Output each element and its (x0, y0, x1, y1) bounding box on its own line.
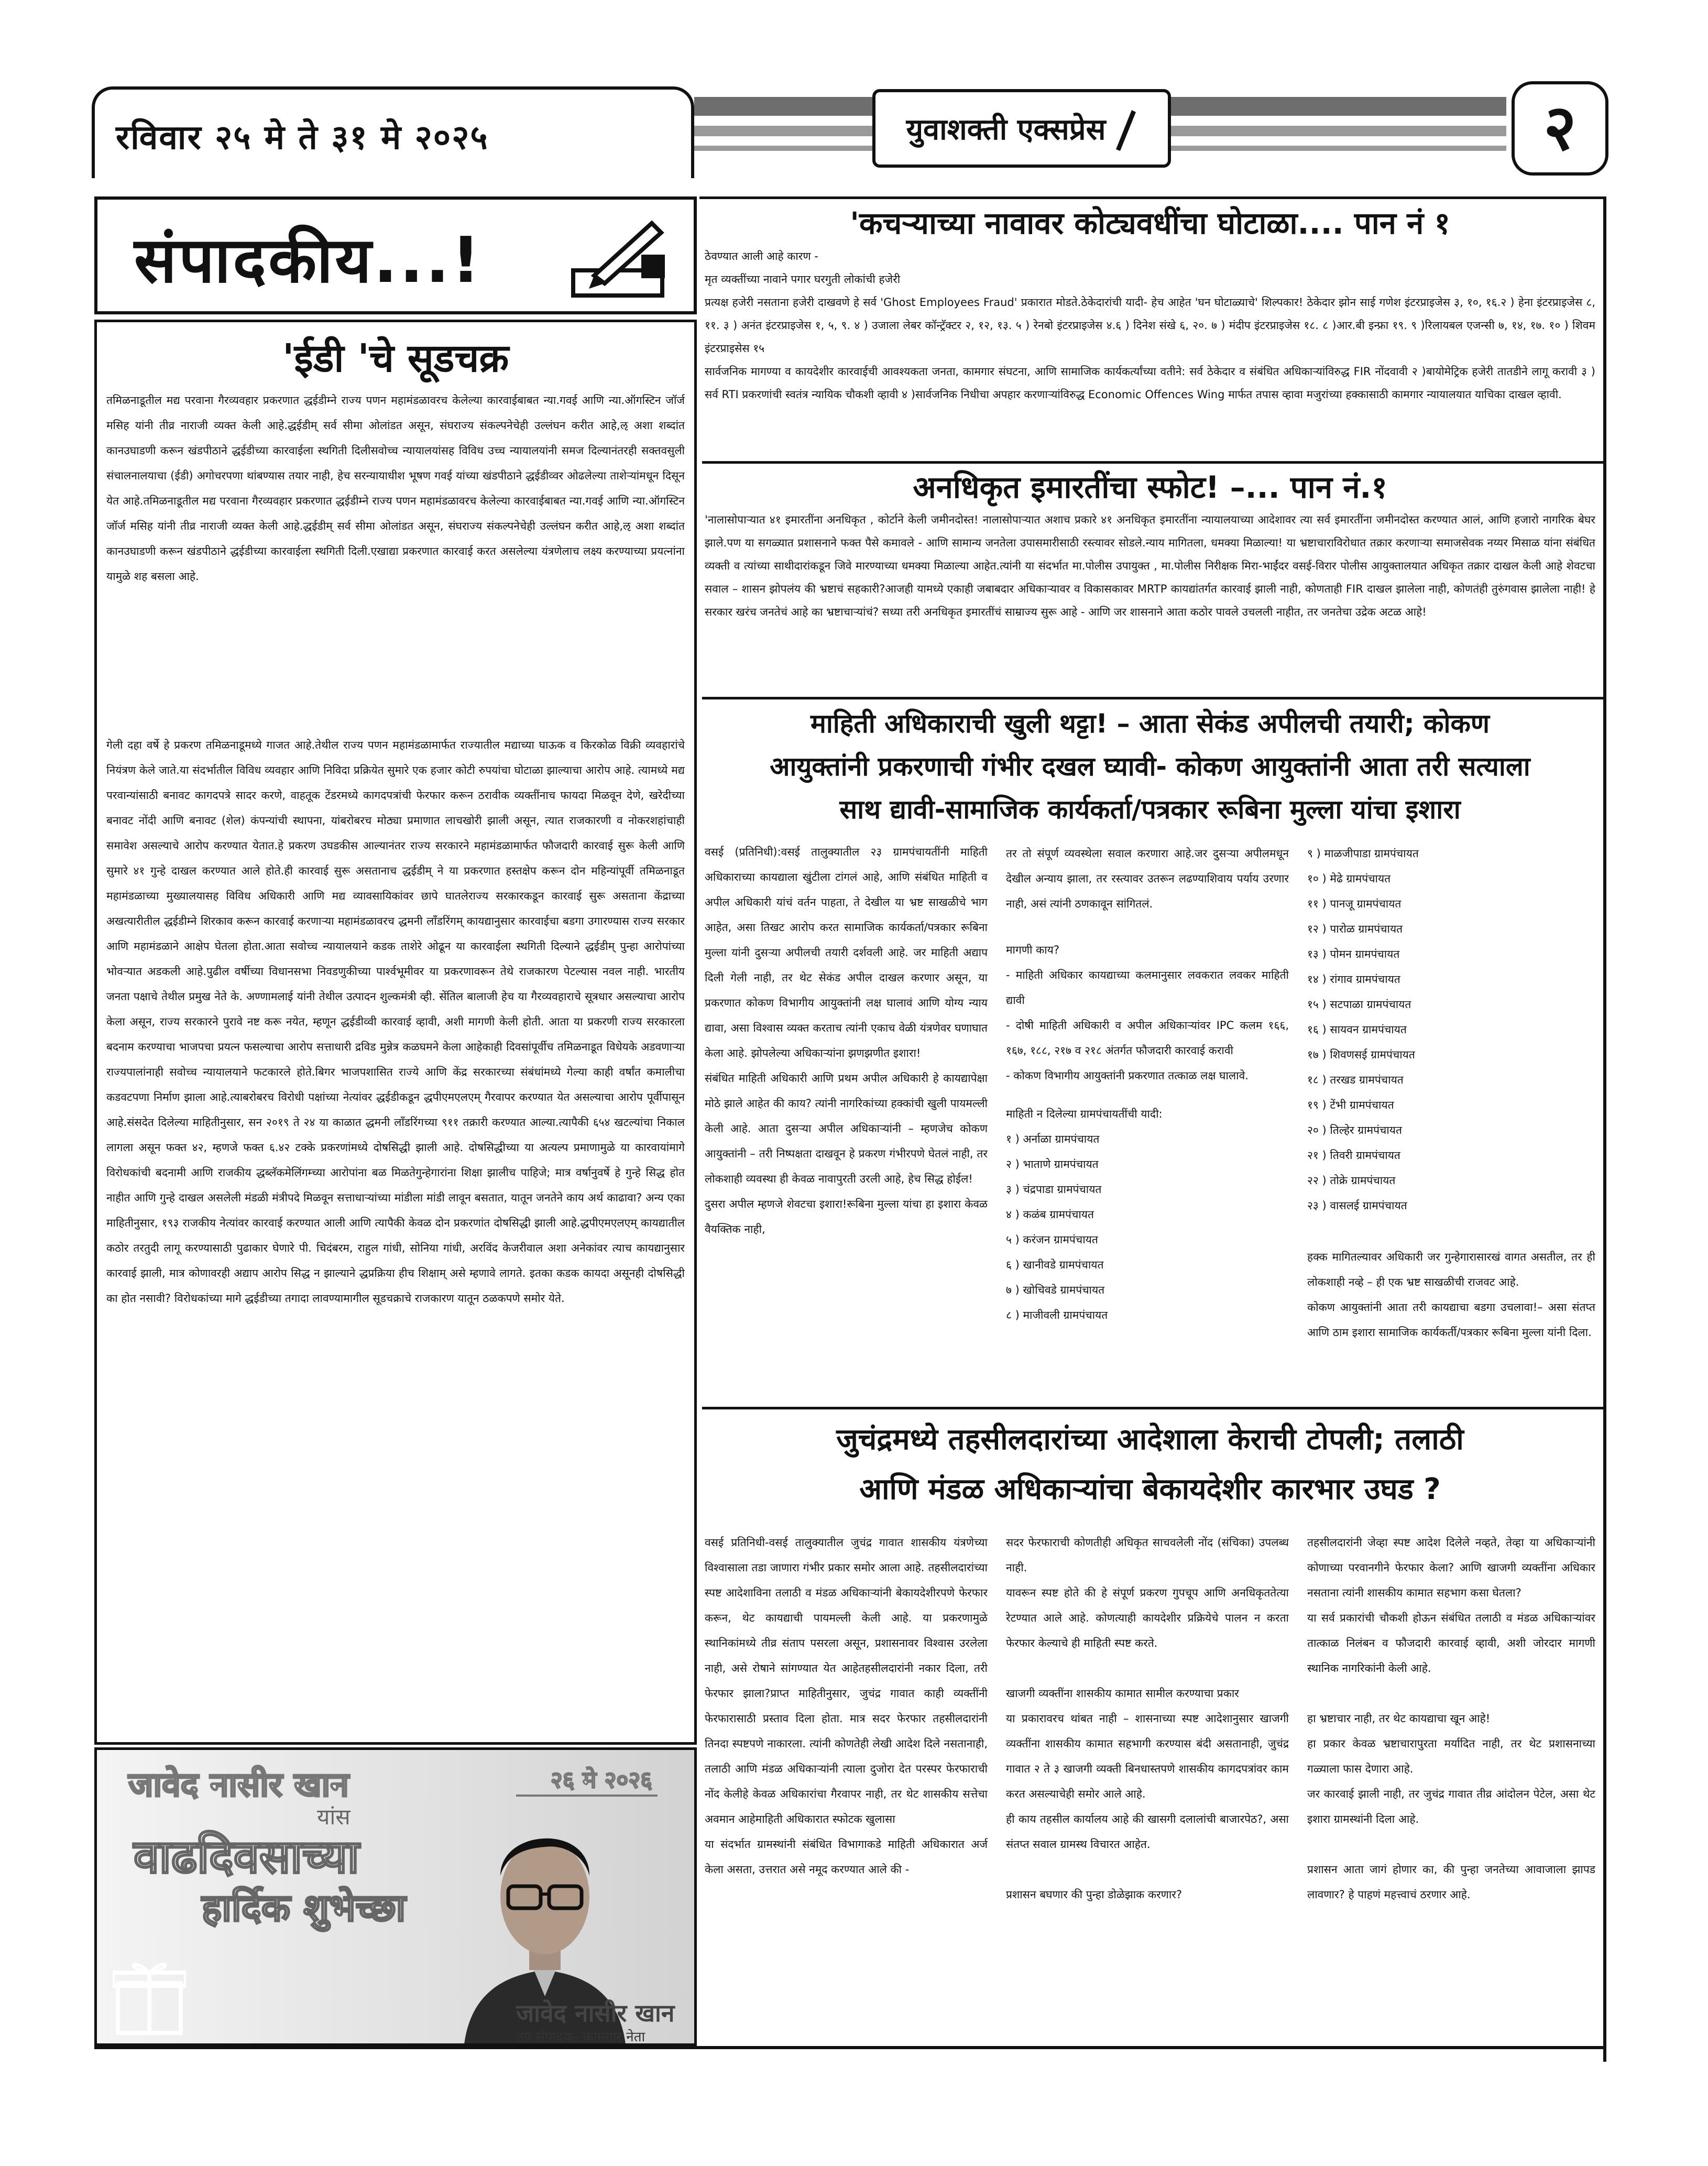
brand-logo (872, 89, 1171, 168)
gp-list-item: ८ ) माजीवली ग्रामपंचायत (1006, 1309, 1108, 1321)
editorial-headline: 'ईडी 'चे सूडचक्र (282, 336, 509, 381)
story4-headline-line-1: जुचंद्रमध्ये तहसीलदारांच्या आदेशाला केराची टोपली; तलाठी (836, 1423, 1464, 1457)
right-frame-right-rule (1603, 196, 1606, 2062)
gp-list-item: ११ ) पानजू ग्रामपंचायत (1307, 898, 1402, 910)
story3-demands-heading: मागणी काय? (1006, 944, 1060, 956)
ad-yans: यांस (317, 1804, 351, 1830)
editorial-article (94, 320, 697, 1745)
story-illegal-buildings (705, 466, 1595, 697)
story3-col-2 (1006, 841, 1289, 1407)
story3-col-3 (1307, 841, 1595, 1407)
story3-col-2-intro: तर तो संपूर्ण व्यवस्थेला सवाल करणारा आहे.जर दुसऱ्या अपीलमधून देखील अन्याय झाला, तर रस्त्यावर उतरून लढण्याशिवाय पर्याय उरणार नाही, असं त्यांनी ठणकावून सांगितलं. (1006, 847, 1289, 910)
page-number: २ (1543, 92, 1576, 165)
gp-list-item: १९ ) टेंभी ग्रामपंचायत (1307, 1099, 1394, 1111)
editorial-para-2: गेली दहा वर्षे हे प्रकरण तमिळनाडूमध्ये गाजत आहे.तेथील राज्य पणन महामंडळामार्फत राज्यातील मद्याच्या घाऊक व किरकोळ विक्री व्यवहारांचे नियंत्रण केले जाते.या संदर्भातील विविध व्यवहार आणि निविदा प्रक्रियेत सुमारे एक हजार कोटी रुपयांचा घोटाळा झाल्याचा आरोप आहे. त्यामध्ये मद्य परवान्यांसाठी बनावट कागदपत्रे सादर करणे, वाहतूक टेंडरमध्ये कागदपत्रांची फेरफार करून ठरावीक व्यक्तींनाच फायदा मिळवून देणे, खरेदीच्या बनावट नोंदी आणि बनावट (शेल) कंपन्यांची स्थापना, यांबरोबरच मोठ्या प्रमाणात लाचखोरी झाली असून, त्यात राजकारणी व नोकरशहांचाही समावेश असल्याचे आरोप करण्यात येतात.हे प्रकरण उघडकीस आल्यानंतर राज्य सरकारने महामंडळामार्फत फौजदारी कारवाई सुरू केली आणि सुमारे ४१ गुन्हे दाखल करण्यात आले होते.ही कारवाई सुरू असतानाच द्धईडीम् ने या प्रकरणात हस्तक्षेप करून दोन महिन्यांपूर्वी तमिळनाडूत महामंडळाच्या मुख्यालयासह विविध अधिकारी आणि मद्य व्यावसायिकांवर छापे घातलेराज्य सरकारकडून कारवाई सुरू असताना केंद्राच्या अखत्यारीतील द्धईडीम्ने शिरकाव करून कारवाई करणाऱ्या महामंडळावरच द्धमनी लाँडरिंगम् कायद्यानुसार कारवाईचा बडगा उगारण्यास राज्य सरकार आणि महामंडळाने आक्षेप घेतला होता.आता सवोच्च न्यायालयाने कडक ताशेरे ओढून या कारवाईला स्थगिती दिल्याने द्धईडीम् पुन्हा आरोपांच्या भोवऱ्यात अडकली आहे.पुढील वर्षीच्या विधानसभा निवडणुकीच्या पार्श्वभूमीवर या प्रकरणावरून तेथे राजकारण पेटल्यास नवल नाही. भारतीय जनता पक्षाचे तेथील प्रमुख नेते के. अण्णामलाई यांनी तेथील उत्पादन शुल्कमंत्री व्ही. सेंतिल बालाजी हेच या गैरव्यवहाराचे सूत्रधार असल्याचा आरोप केला असून, राज्य सरकारने पुरावे नष्ट करू नयेत, म्हणून द्धईडीव्वी कारवाई व्हावी, अशी मागणी केली होती. आता या प्रकरणी राज्य सरकारला बदनाम करण्याचा भाजपचा प्रयत्न फसल्याचा आरोप सत्ताधारी द्रविड मुन्नेत्र कळघमने केला आहेकाही दिवसांपूर्वीच तमिळनाडूत विधेयके अडवणाऱ्या राज्यपालांनाही सवोच्च न्यायालयाने फटकारले होते.बिगर भाजपशासित राज्ये आणि केंद्र सरकारच्या संबंधांमध्ये गेल्या काही वर्षांत कमालीचा कडवटपणा निर्माण झाला आहे.त्याबरोबरच विरोधी पक्षांच्या नेत्यांवर द्धईडीकडून द्धपीएमएलएम् गैरवापर करण्यात येत असल्याचा आरोप पूर्वीपासून आहे.संसदेत दिलेल्या माहितीनुसार, सन २०१९ ते २४ या काळात द्धमनी लाँडरिंगच्या ९११ तक्रारी करण्यात आल्या.त्यापैकी ६५४ खटल्यांचा निकाल लागला असून फक्त ४२, म्हणजे फक्त ६.४२ टक्के प्रकरणांमध्ये दोषसिद्धी झाली आहे. दोषसिद्धीच्या या अत्यल्प प्रमाणामुळे या कारवायांमागे विरोधकांची बदनामी आणि राजकीय द्धब्लॅकमेलिंगम्च्या आरोपांना बळ मिळतेगुन्हेगारांना शिक्षा झालीच पाहिजे; मात्र वर्षानुवर्षे हे गुन्हे सिद्ध होत नाहीत आणि गुन्हे दाखल असलेली मंडळी मंत्रीपदे मिळवून सत्ताधाऱ्यांच्या मांडीला मांडी लावून बसतात, यातून जनतेने काय अर्थ काढावा? अन्य एका माहितीनुसार, १९३ राजकीय नेत्यांवर कारवाई करण्यात आली आणि त्यापैकी केवळ दोन प्रकरणांत दोषसिद्धी झाली आहे.द्धपीएमएलएम् कायद्यातील कठोर तरतुदी लागू करण्यासाठी पुढाकार घेणारे पी. चिदंबरम, राहुल गांधी, सोनिया गांधी, अरविंद केजरीवाल अशा अनेकांवर त्याच कायद्यानुसार कारवाई झाली, मात्र कोणावरही अद्याप आरोप सिद्ध न झाल्याने द्धप्रक्रिया हीच शिक्षाम् असे म्हणावे लागते. इतका कडक कायदा असूनही दोषसिद्धी का होत नसावी? विरोधकांच्या मागे द्धईडीच्या तगादा लावण्यामागील सूडचक्राचे राजकारण यातून ठळकपणे समोर येते. (106, 739, 685, 1305)
gp-list-item: २१ ) तिवरी ग्रामपंचायत (1307, 1149, 1400, 1162)
story-juchandra (705, 1415, 1595, 2043)
story4-headline-line-2: आणि मंडळ अधिकाऱ्यांचा बेकायदेशीर कारभार उघड ? (859, 1472, 1441, 1506)
ad-signature-name: जावेद नासीर खान (516, 1999, 675, 2027)
ad-signature-role: उप संपादक- कामगार नेता (516, 2029, 645, 2045)
right-frame-top-rule (699, 196, 1606, 199)
gp-list-item: ९ ) माळजीपाडा ग्रामपंचायत (1307, 847, 1419, 860)
writing-hand-icon (563, 213, 673, 302)
divider-1 (702, 461, 1606, 464)
story4-col-1: वसई प्रतिनिधी-वसई तालुक्यातील जुचंद्र गावात शासकीय यंत्रणेच्या विश्वासाला तडा जाणारा गंभीर प्रकार समोर आला आहे. तहसीलदारांच्या स्पष्ट आदेशाविना तलाठी व मंडळ अधिकाऱ्यांनी बेकायदेशीरपणे फेरफार करून, थेट कायद्याची पायमल्ली केली आहे. या प्रकरणामुळे स्थानिकांमध्ये तीव्र संताप पसरला असून, प्रशासनावर विश्वास उरलेला नाही, असे रोषाने सांगण्यात येत आहेतहसीलदारांनी नकार दिला, तरी फेरफार झाला?प्राप्त माहितीनुसार, जुचंद्र गावात काही व्यक्तींनी फेरफारासाठी प्रस्ताव दिला होता. मात्र सदर फेरफार तहसीलदारांनी तिनदा स्पष्टपणे नाकारला. त्यांनी कोणतेही लेखी आदेश दिले नसतानाही, तलाठी आणि मंडळ अधिकाऱ्यांनी त्याला दुजोरा देत परस्पर फेरफाराची नोंद केलीहे केवळ अधिकारांचा गैरवापर नाही, तर थेट शासकीय सत्तेचा अवमान आहेमाहिती अधिकारात स्फोटक खुलासा या संदर्भात ग्रामस्थांनी संबंधित विभागाकडे माहिती अधिकारात अर्ज केला असता, उत्तरात असे नमूद करण्यात आले की - (705, 1536, 988, 1876)
story4-col-2: सदर फेरफाराची कोणतीही अधिकृत साचवलेली नोंद (संचिका) उपलब्ध नाही. यावरून स्पष्ट होते की हे संपूर्ण प्रकरण गुपचूप आणि अनधिकृततेत्या रेटण्यात आले आहे. कोणत्याही कायदेशीर प्रक्रियेचे पालन न करता फेरफार केल्याचे ही माहिती स्पष्ट करते. खाजगी व्यक्तींना शासकीय कामात सामील करण्याचा प्रकार या प्रकारावरच थांबत नाही – शासनाच्या स्पष्ट आदेशानुसार खाजगी व्यक्तींना शासकीय कामात सहभागी करण्यास बंदी असतानाही, जुचंद्र गावात २ ते ३ खाजगी व्यक्ती बिनधास्तपणे शासकीय कागदपत्रांवर काम करत असल्याचेही समोर आले आहे. ही काय तहसील कार्यालय आहे की खासगी दलालांची बाजारपेठ?, असा संतप्त सवाल ग्रामस्थ विचारत आहेत. प्रशासन बघणार की पुन्हा डोळेझाक करणार? (1006, 1536, 1289, 1901)
ad-rule (516, 1795, 658, 1797)
story3-demand-1: - माहिती अधिकार कायद्याच्या कलमानुसार लवकरात लवकर माहिती द्यावी (1006, 969, 1289, 1007)
gp-list-item: ४ ) कळंब ग्रामपंचायत (1006, 1208, 1094, 1221)
gp-list-item: ५ ) करंजन ग्रामपंचायत (1006, 1233, 1098, 1246)
birthday-ad (94, 1747, 697, 2046)
ad-greeting-line-1: वाढदिवसाच्या (134, 1830, 359, 1884)
gp-list-item: १ ) अर्नाळा ग्रामपंचायत (1006, 1133, 1100, 1145)
gp-list-item: १५ ) सटपाळा ग्रामपंचायत (1307, 998, 1411, 1011)
story3-headline-line-2: आयुक्तांनी प्रकरणाची गंभीर दखल घ्यावी- कोकण आयुक्तांनी आता तरी सत्याला (770, 751, 1530, 782)
story3-list-heading: माहिती न दिलेल्या ग्रामपंचायतींची यादी: (1006, 1108, 1163, 1120)
gp-list-item: ७ ) खोचिवडे ग्रामपंचायत (1006, 1284, 1105, 1296)
gp-list-item: १७ ) शिवणसई ग्रामपंचायत (1307, 1048, 1415, 1061)
header-date-box (92, 86, 694, 178)
story4-col-3: तहसीलदारांनी जेव्हा स्पष्ट आदेश दिलेले नव्हते, तेव्हा या अधिकाऱ्यांनी कोणाच्या परवानगीने फेरफार केला? आणि खाजगी व्यक्तींना अधिकार नसताना त्यांनी शासकीय कामात सहभाग कसा घेतला? या सर्व प्रकारांची चौकशी होऊन संबंधित तलाठी व मंडळ अधिकाऱ्यांवर तात्काळ निलंबन व फौजदारी कारवाई व्हावी, अशी जोरदार मागणी स्थानिक नागरिकांनी केली आहे. हा भ्रष्टाचार नाही, तर थेट कायद्याचा खून आहे! हा प्रकार केवळ भ्रष्टाचारापुरता मर्यादित नाही, तर थेट प्रशासनाच्या गळ्याला फास देणारा आहे. जर कारवाई झाली नाही, तर जुचंद्र गावात तीव्र आंदोलन पेटेल, असा थेट इशारा ग्रामस्थांनी दिला आहे. प्रशासन आता जागं होणार का, की पुन्हा जनतेच्या आवाजाला झापड लावणार? हे पाहणं महत्त्वाचं ठरणार आहे. (1307, 1536, 1595, 1901)
story2-headline: अनधिकृत इमारतींचा स्फोट! –... पान नं.१ (913, 469, 1387, 505)
story1-headline: 'कचऱ्याच्या नावावर कोट्यवधींचा घोटाळा.... पान नं १ (850, 205, 1450, 241)
divider-2 (702, 697, 1606, 699)
page-bottom-rule (94, 2046, 1606, 2049)
brand-name: युवाशक्ती एक्सप्रेस (906, 113, 1106, 147)
story3-headline-line-1: माहिती अधिकाराची खुली थट्टा! – आता सेकंड अपीलची तयारी; कोकण (810, 708, 1490, 739)
story2-body: 'नालासोपाऱ्यात ४१ इमारतींना अनधिकृत , कोर्टाने केली जमीनदोस्त! नालासोपाऱ्यात अशाच प्रकारे ४१ अनधिकृत इमारतींना न्यायालयाच्या आदेशावर त्या सर्व इमारतींना जमीनदोस्त करण्यात आलं, आणि हजारो नागरिक बेघर झाले.पण या सगळ्यात प्रशासनाने फक्त पैसे कमावले - आणि सामान्य जनतेला उपासमारीसाठी रस्त्यावर सोडले.न्याय मागितला, धमक्या मिळाल्या! या भ्रष्टाचाराविरोधात तक्रार करणाऱ्या समाजसेवक नय्यर मिसाळ यांना संबंधित व्यक्ती व त्यांच्या साथीदारांकडून जिवे मारण्याच्या धमक्या मिळाल्या आहेत.त्यांनी या संदर्भात मा.पोलीस उपायुक्त , मा.पोलीस निरीक्षक मिरा-भाईंदर वसई-विरार पोलीस आयुक्तालयात अधिकृत तक्रार दाखल केली आहे शेवटचा सवाल – शासन झोपलंय की भ्रष्टाचं सहकारी?आजही यामध्ये एकाही जबाबदार अधिकाऱ्यावर व विकासकावर MRTP कायद्यांतर्गत कारवाई झाली नाही, कोणताही FIR दाखल झालेला नाही, कोणतंही तुरुंगवास झालेला नाही! हे सरकार खरंच जनतेचं आहे का भ्रष्टाचाऱ्यांचं? सध्या तरी अनधिकृत इमारतींचं साम्राज्य सुरू आहे - आणि जर शासनाने आता कठोर पावले उचलली नाहीत, तर जनतेचा उद्रेक अटळ आहे! (705, 513, 1595, 618)
pen-nib-icon (1111, 105, 1137, 152)
ad-greeting-line-2: हार्दिक शुभेच्छा (202, 1886, 406, 1930)
gp-list-item: १० ) मेढे ग्रामपंचायत (1307, 872, 1391, 885)
gp-list-item: २३ ) वासलई ग्रामपंचायत (1307, 1199, 1407, 1212)
story-rti-appeal (705, 702, 1595, 1404)
story3-demand-3: - कोकण विभागीय आयुक्तांनी प्रकरणात तत्काळ लक्ष घालावे. (1006, 1069, 1249, 1082)
story-garbage-scam (705, 202, 1595, 458)
story1-body: ठेवण्यात आली आहे कारण - मृत व्यक्तींच्या नावाने पगार घरगुती लोकांची हजेरी प्रत्यक्ष हजेरी नसताना हजेरी दाखवणे हे सर्व 'Ghost Employees Fraud' प्रकारात मोडते.ठेकेदारांची यादी- हेच आहेत 'घन घोटाळ्याचे' शिल्पकार! ठेकेदार झोन साई गणेश इंटरप्राइजेस ३, १०, १६.२ ) हेना इंटरप्राइजेस ८, ११. ३ ) अनंत इंटरप्राइजेस १, ५, ९. ४ ) उजाला लेबर कॉन्ट्रॅक्टर २, १२, १३. ५ ) रेनबो इंटरप्राइजेस ४.६ ) दिनेश संखे ६, २०. ७ ) मंदीप इंटरप्राइजेस १८. ८ )आर.बी इन्फ्रा १९. ९ )रिलायबल एजन्सी ७, १४, १७. १० ) शिवम इंटरप्राइसेस १५ सार्वजनिक मागण्या व कायदेशीर कारवाईची आवश्यकता जनता, कामगार संघटना, आणि सामाजिक कार्यकर्त्यांच्या वतीने: सर्व ठेकेदार व संबंधित अधिकाऱ्यांविरुद्ध FIR नोंदवावी २ )बायोमेट्रिक हजेरी तातडीने लागू करावी ३ ) सर्व RTI प्रकरणांची स्वतंत्र न्यायिक चौकशी व्हावी ४ )सार्वजनिक निधीचा अपहार करणाऱ्यांविरुद्ध Economic Offences Wing मार्फत तपास व्हावा मजुरांच्या हक्कासाठी कामगार न्यायालयात याचिका दाखल व्हावी. (705, 250, 1595, 401)
gp-list-item: ६ ) खानीवडे ग्रामपंचायत (1006, 1259, 1104, 1271)
divider-3 (702, 1407, 1606, 1409)
editorial-title: संपादकीय...! (134, 224, 483, 297)
gift-box-icon (113, 1957, 186, 2036)
gp-list-item: १८ ) तरखड ग्रामपंचायत (1307, 1074, 1404, 1086)
ad-date: २६ मे २०२६ (550, 1767, 652, 1793)
ad-name: जावेद नासीर खान (128, 1766, 349, 1804)
story3-col-3-closing: हक्क मागितल्यावर अधिकारी जर गुन्हेगारासारखं वागत असतील, तर ही लोकशाही नव्हे – ही एक भ्रष्ट साखळीची राजवट आहे. कोकण आयुक्तांनी आता तरी कायद्याचा बडगा उचलावा!– असा संतप्त आणि ठाम इशारा सामाजिक कार्यकर्ती/पत्रकार रूबिना मुल्ला यांनी दिला. (1307, 1251, 1595, 1339)
gp-list-item: १३ ) पोमन ग्रामपंचायत (1307, 948, 1400, 960)
story3-headline-line-3: साथ द्यावी-सामाजिक कार्यकर्ता/पत्रकार रूबिना मुल्ला यांचा इशारा (839, 794, 1461, 825)
issue-date: रविवार २५ मे ते ३१ मे २०२५ (116, 118, 489, 157)
gp-list-item: १६ ) सायवन ग्रामपंचायत (1307, 1023, 1407, 1036)
page-number-badge (1512, 81, 1608, 176)
gp-list-item: १२ ) पारोळ ग्रामपंचायत (1307, 923, 1403, 935)
editorial-para-1: तमिळनाडूतील मद्य परवाना गैरव्यवहार प्रकरणात द्धईडीम्ने राज्य पणन महामंडळावरच केलेल्या कारवाईबाबत न्या.गवई आणि न्या.ऑगस्टिन जॉर्ज मसिह यांनी तीव्र नाराजी व्यक्त केली आहे.द्धईडीम् सर्व सीमा ओलांडत असून, संघराज्य संकल्पनेचेही उल्लंघन करीत आहे,ऌ अशा शब्दांत कानउघाडणी करून खंडपीठाने द्धईडीच्या कारवाईला स्थगिती दिलीसवोच्च न्यायालयांसह विविध उच्च न्यायालयांनी समज दिल्यानंतरही सक्तवसुली संचालनालयाचा (ईडी) अगोचरपणा थांबण्यास तयार नाही, हेच सरन्यायाधीश भूषण गवई यांच्या खंडपीठाने द्धईडीव्वर ओढलेल्या ताशेऱ्यांमधून दिसून येत आहे.तमिळनाडूतील मद्य परवाना गैरव्यवहार प्रकरणात द्धईडीम्ने राज्य पणन महामंडळावरच केलेल्या कारवाईबाबत न्या.गवई आणि न्या.ऑगस्टिन जॉर्ज मसिह यांनी तीव्र नाराजी व्यक्त केली आहे.द्धईडीम् सर्व सीमा ओलांडत असून, संघराज्य संकल्पनेचेही उल्लंघन करीत आहे,ऌ अशा शब्दांत कानउघाडणी करून खंडपीठाने द्धईडीच्या कारवाईला स्थगिती दिली.एखाद्या प्रकरणात कारवाई करत असलेल्या यंत्रणेलाच लक्ष्य करण्याच्या प्रयत्नांना यामुळे शह बसला आहे. (106, 394, 685, 583)
story3-col-1: वसई (प्रतिनिधी):वसई तालुक्यातील २३ ग्रामपंचायतींनी माहिती अधिकाराच्या कायद्याला खुंटीला टांगलं आहे, आणि संबंधित माहिती व अपील अधिकारी यांचं वर्तन पाहता, ते देखील या भ्रष्ट साखळीचे भाग आहेत, असा तिखट आरोप करत सामाजिक कार्यकर्ता/पत्रकार रूबिना मुल्ला यांनी दुसऱ्या अपीलची तयारी दर्शवली आहे. जर माहिती अद्याप दिली गेली नाही, तर थेट सेकंड अपील दाखल करणार असून, या प्रकरणात कोकण विभागीय आयुक्तांनी लक्ष घालावं आणि योग्य न्याय द्यावा, असा विश्वास व्यक्त करताच त्यांनी एकाच वेळी यंत्रणेवर घणाघात केला आहे. झोपलेल्या अधिकाऱ्यांना झणझणीत इशारा! संबंधित माहिती अधिकारी आणि प्रथम अपील अधिकारी हे कायद्यापेक्षा मोठे झाले आहेत की काय? त्यांनी नागरिकांच्या हक्कांची खुली पायमल्ली केली आहे. आता दुसऱ्या अपील अधिकाऱ्यांनी – म्हणजेच कोकण आयुक्तांनी – तरी निष्पक्षता दाखवून हे प्रकरण गंभीरपणे घेतलं नाही, तर लोकशाही व्यवस्था ही केवळ नावापुरती उरली आहे, हेच सिद्ध होईल! दुसरा अपील म्हणजे शेवटचा इशारा!रूबिना मुल्ला यांचा हा इशारा केवळ वैयक्तिक नाही, (705, 846, 988, 1235)
gp-list-item: ३ ) चंद्रपाडा ग्रामपंचायत (1006, 1183, 1102, 1196)
gp-list-item: २० ) तिल्हेर ग्रामपंचायत (1307, 1124, 1402, 1136)
gp-list-item: २ ) भाताणे ग्रामपंचायत (1006, 1158, 1099, 1170)
editorial-title-box (94, 196, 697, 314)
gp-list-item: २२ ) तोक्रे ग्रामपंचायत (1307, 1174, 1396, 1187)
story3-demand-2: - दोषी माहिती अधिकारी व अपील अधिकाऱ्यांवर IPC कलम १६६, १६७, १८८, २१७ व २१८ अंतर्गत फौजदारी कारवाई करावी (1006, 1019, 1289, 1057)
gp-list-item: १४ ) रांगाव ग्रामपंचायत (1307, 973, 1400, 986)
